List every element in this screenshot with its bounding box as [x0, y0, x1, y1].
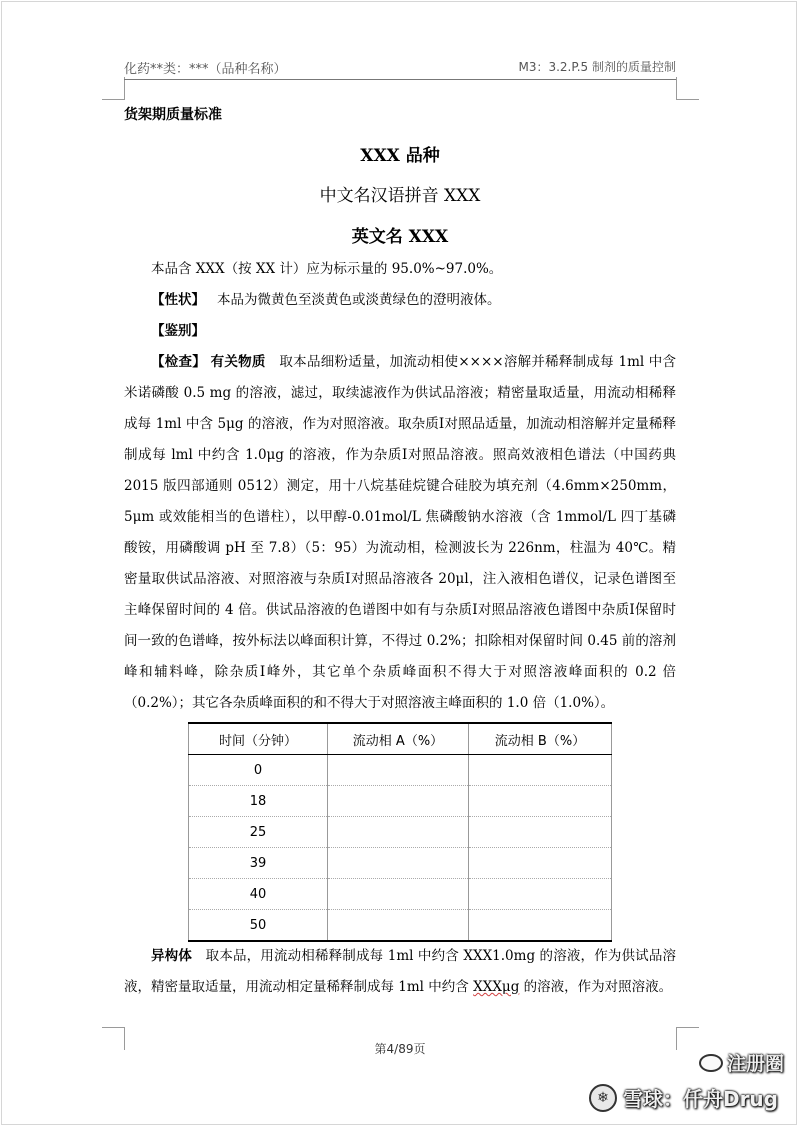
- crop-mark-bottom-left: [102, 1027, 125, 1050]
- description-text: 本品为微黄色至淡黄色或淡黄绿色的澄明液体。: [217, 292, 501, 308]
- table-cell: [328, 848, 469, 879]
- table-cell: [469, 755, 612, 786]
- header-rule: [124, 79, 676, 80]
- table-row: [189, 879, 612, 910]
- isomer-text-end: 的溶液，作为对照溶液。: [519, 979, 673, 995]
- watermark-bottom-text: 雪球：仟舟Drug: [622, 1087, 778, 1111]
- watermark-bottom: [589, 1083, 778, 1112]
- isomer-squiggle-text: XXXμg: [473, 979, 520, 995]
- table-cell: [328, 817, 469, 848]
- table-cell: 25: [189, 817, 328, 848]
- table-header-cell: 流动相 A（%）: [328, 723, 469, 755]
- table-cell: [328, 786, 469, 817]
- table-cell: [469, 848, 612, 879]
- table-header-cell: 时间（分钟）: [189, 723, 328, 755]
- section-title: 货架期质量标准: [124, 107, 222, 123]
- table-row: [189, 910, 612, 942]
- watermark-top: [699, 1049, 784, 1076]
- header-left: 化药**类：***（品种名称）: [124, 62, 287, 77]
- snowball-icon: ❄: [589, 1084, 617, 1112]
- crop-mark-top-right: [676, 77, 699, 100]
- table-cell: [469, 879, 612, 910]
- table-cell: [328, 755, 469, 786]
- table-row: [189, 848, 612, 879]
- product-title: XXX 品种: [360, 146, 440, 166]
- table-cell: 18: [189, 786, 328, 817]
- isomer-paragraph: [124, 941, 676, 1003]
- crop-mark-top-left: [102, 77, 125, 100]
- isomer-label: 异构体: [151, 948, 192, 964]
- table-cell: 40: [189, 879, 328, 910]
- watermark-top-text: 注册圈: [726, 1053, 784, 1075]
- chinese-name: 中文名汉语拼音 XXX: [319, 186, 481, 206]
- inspection-text: 取本品细粉适量，加流动相使××××溶解并稀释制成每 1ml 中含米诺磷酸 0.5 mg 的溶液，滤过，取续滤液作为供试品溶液；精密量取适量，用流动相稀释成每 1ml 中含 5μg 的溶液，作为对照溶液。取杂质Ⅰ对照品适量，加流动相溶解并定量稀释制成每 lml 中约含 1.0μg 的溶液，作为杂质Ⅰ对照品溶液。照高效液相色谱法（中国药典 2015 版四部通则 0512）测定，用十八烷基硅烷键合硅胶为填充剂（4.6mm×250mm，5μm 或效能相当的色谱柱），以甲醇-0.01mol/L 焦磷酸钠水溶液（含 1mmol/L 四丁基磷酸铵，用磷酸调 pH 至 7.8）（5：95）为流动相，检测波长为 226nm，柱温为 40℃。精密量取供试品溶液、对照溶液与杂质Ⅰ对照品溶液各 20μl，注入液相色谱仪，记录色谱图至主峰保留时间的 4 倍。供试品溶液的色谱图中如有与杂质Ⅰ对照品溶液色谱图中杂质Ⅰ保留时间一致的色谱峰，按外标法以峰面积计算，不得过 0.2%；扣除相对保留时间 0.45 前的溶剂峰和辅料峰，除杂质Ⅰ峰外，其它单个杂质峰面积不得大于对照溶液峰面积的 0.2 倍（0.2%）；其它各杂质峰面积的和不得大于对照溶液主峰面积的 1.0 倍（1.0%）。: [124, 354, 676, 711]
- table-header-row: [189, 723, 612, 755]
- table-cell: [328, 879, 469, 910]
- isomer-text: 取本品，用流动相稀释制成每 1ml 中约含 XXX1.0mg 的溶液，作为供试品溶液，精密量取适量，用流动相定量稀释制成每 1ml 中约含: [124, 948, 677, 995]
- description-paragraph: [124, 285, 676, 316]
- english-name: 英文名 XXX: [351, 227, 449, 247]
- table-header-cell: 流动相 B（%）: [469, 723, 612, 755]
- table-cell: [469, 817, 612, 848]
- table-row: [189, 786, 612, 817]
- inspection-sublabel: 有关物质: [210, 354, 266, 370]
- table-cell: [328, 910, 469, 942]
- inspection-paragraph: [124, 347, 676, 719]
- header-right: M3：3.2.P.5 制剂的质量控制: [518, 60, 676, 74]
- table-cell: 0: [189, 755, 328, 786]
- wechat-icon: [699, 1054, 723, 1072]
- table-row: [189, 817, 612, 848]
- table-cell: [469, 910, 612, 942]
- identification-paragraph: [124, 316, 676, 347]
- table-cell: 50: [189, 910, 328, 942]
- table-row: [189, 755, 612, 786]
- inspection-label: 【检查】: [151, 354, 207, 370]
- page-number: 第4/89页: [374, 1042, 426, 1056]
- description-label: 【性状】: [151, 292, 205, 308]
- crop-mark-bottom-right: [676, 1027, 699, 1050]
- table-cell: 39: [189, 848, 328, 879]
- gradient-table: [188, 722, 612, 942]
- content-paragraph: 本品含 XXX（按 XX 计）应为标示量的 95.0%~97.0%。: [151, 261, 503, 277]
- table-cell: [469, 786, 612, 817]
- identification-label: 【鉴别】: [151, 323, 205, 339]
